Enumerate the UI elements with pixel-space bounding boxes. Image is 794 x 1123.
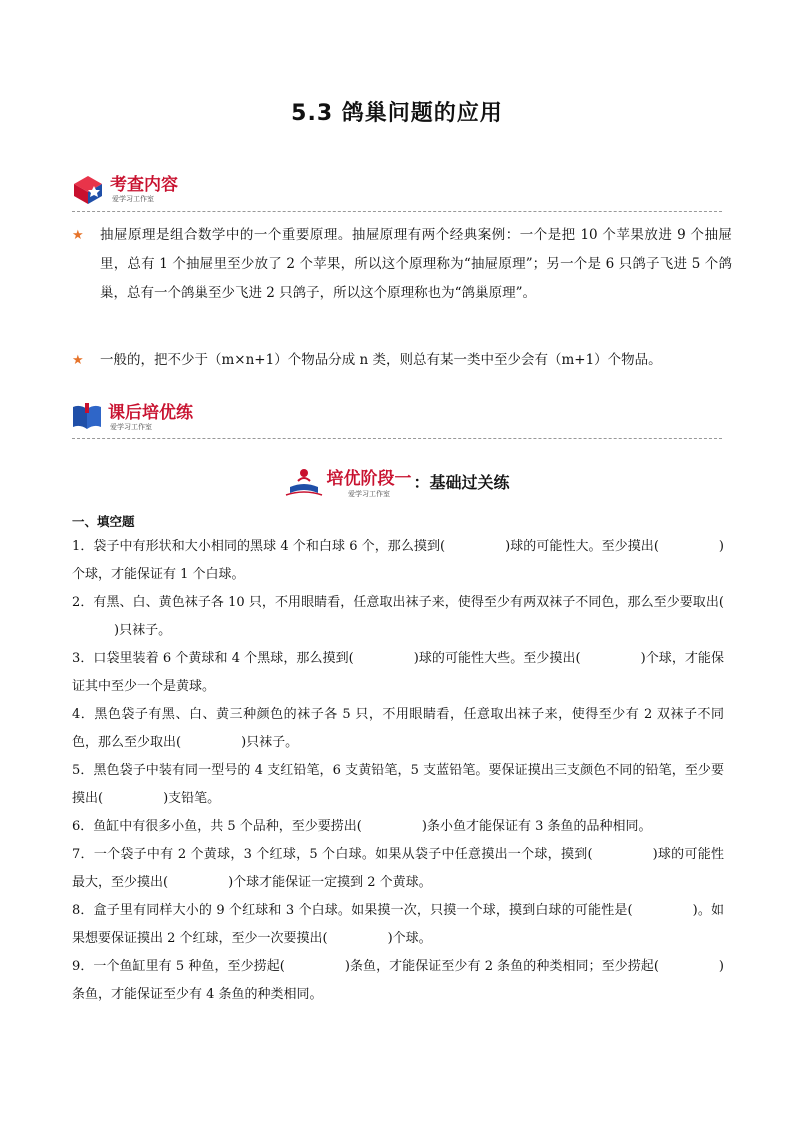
divider bbox=[72, 211, 722, 212]
question-item: 6．鱼缸中有很多小鱼，共 5 个品种，至少要捞出( )条小鱼才能保证有 3 条鱼的品种相同。 bbox=[72, 819, 652, 834]
banner-title: 课后培优练 bbox=[108, 402, 193, 423]
part-heading: 一、填空题 bbox=[72, 514, 135, 529]
banner-subtitle: 爱学习工作室 bbox=[112, 194, 154, 203]
page-title: 5.3 鸽巢问题的应用 bbox=[291, 101, 503, 126]
section-banner-practice bbox=[70, 401, 193, 433]
divider bbox=[72, 438, 722, 439]
question-item: 8．盒子里有同样大小的 9 个红球和 3 个白球。如果摸一次，只摸一个球，摸到白球的可能性是( )。如果想要保证摸出 2 个红球，至少一次要摸出( )个球。 bbox=[72, 903, 724, 946]
key-point-text: 一般的，把不少于（m×n+1）个物品分成 n 类，则总有某一类中至少会有（m+1）个物品。 bbox=[100, 352, 662, 368]
reading-person-icon bbox=[284, 467, 324, 497]
open-book-icon bbox=[70, 401, 104, 433]
banner-title: 考查内容 bbox=[110, 174, 178, 195]
cube-book-icon bbox=[70, 172, 106, 206]
question-item: 5．黑色袋子中装有同一型号的 4 支红铅笔，6 支黄铅笔，5 支蓝铅笔。要保证摸出三支颜色不同的铅笔，至少要摸出( )支铅笔。 bbox=[72, 763, 724, 806]
question-item: 1．袋子中有形状和大小相同的黑球 4 个和白球 6 个，那么摸到( )球的可能性大。至少摸出( )个球，才能保证有 1 个白球。 bbox=[72, 539, 724, 582]
key-point-text: 抽屉原理是组合数学中的一个重要原理。抽屉原理有两个经典案例：一个是把 10 个苹果放进 9 个抽屉里，总有 1 个抽屉里至少放了 2 个苹果，所以这个原理称为“抽屉原理”；另一个是 6 只鸽子飞进 5 个鸽巢，总有一个鸽巢至少飞进 2 只鸽子，所以这个原理称也为“鸽巢原理”。 bbox=[100, 227, 732, 301]
section-banner-content bbox=[70, 172, 178, 206]
key-point bbox=[72, 346, 732, 375]
question-item: 7．一个袋子中有 2 个黄球，3 个红球，5 个白球。如果从袋子中任意摸出一个球，摸到( )球的可能性最大，至少摸出( )个球才能保证一定摸到 2 个黄球。 bbox=[72, 847, 724, 890]
question-list bbox=[72, 533, 724, 1009]
question-item: 4．黑色袋子有黑、白、黄三种颜色的袜子各 5 只，不用眼睛看，任意取出袜子来，使得至少有 2 双袜子不同色，那么至少取出( )只袜子。 bbox=[72, 707, 724, 750]
stage-suffix: ：基础过关练 bbox=[413, 473, 510, 492]
banner-subtitle: 爱学习工作室 bbox=[110, 422, 152, 431]
star-icon: ★ bbox=[72, 353, 84, 368]
stage-title: 培优阶段一 bbox=[326, 469, 412, 489]
question-item: 2．有黑、白、黄色袜子各 10 只，不用眼睛看，任意取出袜子来，使得至少有两双袜子不同色，那么至少要取出()只袜子。 bbox=[72, 595, 724, 638]
question-item: 9．一个鱼缸里有 5 种鱼，至少捞起( )条鱼，才能保证至少有 2 条鱼的种类相同；至少捞起( )条鱼，才能保证至少有 4 条鱼的种类相同。 bbox=[72, 959, 724, 1002]
star-icon: ★ bbox=[72, 228, 84, 243]
key-point bbox=[72, 221, 732, 308]
stage-subtitle: 爱学习工作室 bbox=[347, 490, 390, 498]
stage-banner bbox=[0, 464, 794, 499]
question-item: 3．口袋里装着 6 个黄球和 4 个黑球，那么摸到( )球的可能性大些。至少摸出( )个球，才能保证其中至少一个是黄球。 bbox=[72, 651, 724, 694]
